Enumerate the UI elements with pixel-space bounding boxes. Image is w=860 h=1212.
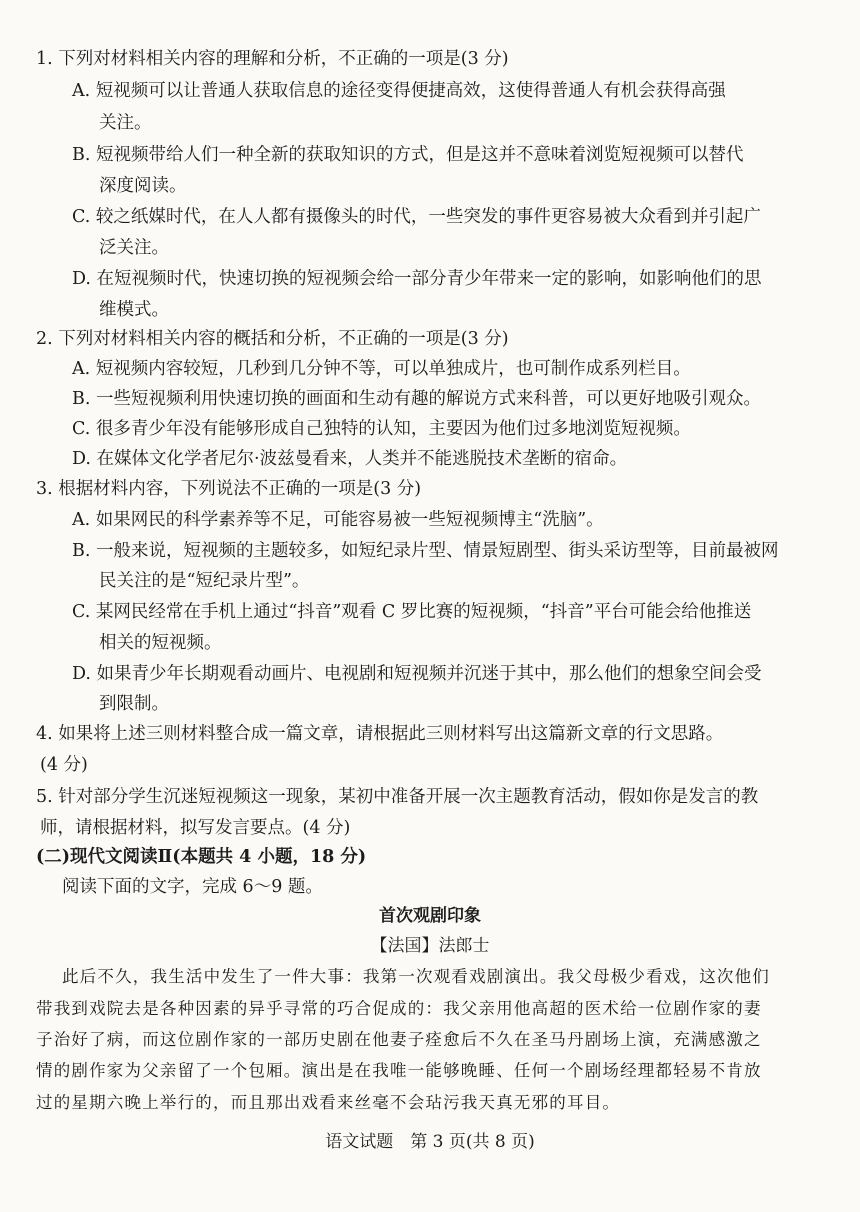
q1-option-c-cont: 泛关注。	[99, 238, 169, 258]
q3-option-a: A. 如果网民的科学素养等不足，可能容易被一些短视频博主“洗脑”。	[72, 510, 604, 530]
q3-option-b: B. 一般来说，短视频的主题较多，如短纪录片型、情景短剧型、街头采访型等，目前最被网	[72, 541, 779, 561]
q3-option-c-cont: 相关的短视频。	[99, 633, 222, 653]
page-footer: 语文试题 第 3 页(共 8 页)	[325, 1132, 535, 1152]
q3-option-d: D. 如果青少年长期观看动画片、电视剧和短视频并沉迷于其中，那么他们的想象空间会受	[72, 664, 762, 684]
question-5-cont: 师，请根据材料，拟写发言要点。(4 分)	[40, 818, 351, 838]
question-1-stem: 1. 下列对材料相关内容的理解和分析，不正确的一项是(3 分)	[36, 49, 509, 69]
question-3-stem: 3. 根据材料内容，下列说法不正确的一项是(3 分)	[36, 479, 422, 499]
article-author: 【法国】法郎士	[370, 936, 490, 956]
question-5: 5. 针对部分学生沉迷短视频这一现象，某初中准备开展一次主题教育活动，假如你是发言的教	[36, 787, 759, 807]
question-2-stem: 2. 下列对材料相关内容的概括和分析，不正确的一项是(3 分)	[36, 329, 509, 349]
q1-option-d-cont: 维模式。	[99, 300, 169, 320]
article-title: 首次观剧印象	[379, 906, 481, 926]
q3-option-c: C. 某网民经常在手机上通过“抖音”观看 C 罗比赛的短视频，“抖音”平台可能会给他推送	[72, 602, 752, 622]
section-heading: (二)现代文阅读Ⅱ(本题共 4 小题，18 分)	[36, 847, 367, 867]
q1-option-c: C. 较之纸媒时代，在人人都有摄像头的时代，一些突发的事件更容易被大众看到并引起广	[72, 207, 761, 227]
article-line-2: 带我到戏院去是各种因素的异乎寻常的巧合促成的：我父亲用他高超的医术给一位剧作家的妻	[36, 999, 762, 1018]
article-line-5: 过的星期六晚上举行的，而且那出戏看来丝毫不会玷污我天真无邪的耳目。	[36, 1093, 621, 1112]
article-line-1: 此后不久，我生活中发生了一件大事：我第一次观看戏剧演出。我父母极少看戏，这次他们	[62, 967, 770, 986]
q2-option-b: B. 一些短视频利用快速切换的画面和生动有趣的解说方式来科普，可以更好地吸引观众。	[72, 389, 761, 409]
q1-option-a-cont: 关注。	[99, 113, 152, 133]
q1-option-b: B. 短视频带给人们一种全新的获取知识的方式，但是这并不意味着浏览短视频可以替代	[72, 145, 744, 165]
section-instruction: 阅读下面的文字，完成 6～9 题。	[62, 877, 323, 897]
article-line-3: 子治好了病，而这位剧作家的一部历史剧在他妻子痊愈后不久在圣马丹剧场上演，充满感激之	[36, 1030, 762, 1049]
q1-option-a: A. 短视频可以让普通人获取信息的途径变得便捷高效，这使得普通人有机会获得高强	[72, 81, 726, 101]
q3-option-b-cont: 民关注的是“短纪录片型”。	[99, 571, 310, 591]
q2-option-a: A. 短视频内容较短，几秒到几分钟不等，可以单独成片，也可制作成系列栏目。	[72, 359, 691, 379]
question-4-cont: (4 分)	[40, 755, 88, 775]
question-4: 4. 如果将上述三则材料整合成一篇文章，请根据此三则材料写出这篇新文章的行文思路。	[36, 724, 724, 744]
q2-option-d: D. 在媒体文化学者尼尔·波兹曼看来，人类并不能逃脱技术垄断的宿命。	[72, 449, 628, 469]
q2-option-c: C. 很多青少年没有能够形成自己独特的认知，主要因为他们过多地浏览短视频。	[72, 419, 691, 439]
q1-option-d: D. 在短视频时代，快速切换的短视频会给一部分青少年带来一定的影响，如影响他们的思	[72, 269, 762, 289]
q3-option-d-cont: 到限制。	[99, 694, 169, 714]
q1-option-b-cont: 深度阅读。	[99, 176, 187, 196]
article-line-4: 情的剧作家为父亲留了一个包厢。演出是在我唯一能够晚睡、任何一个剧场经理都轻易不肯放	[36, 1061, 762, 1080]
